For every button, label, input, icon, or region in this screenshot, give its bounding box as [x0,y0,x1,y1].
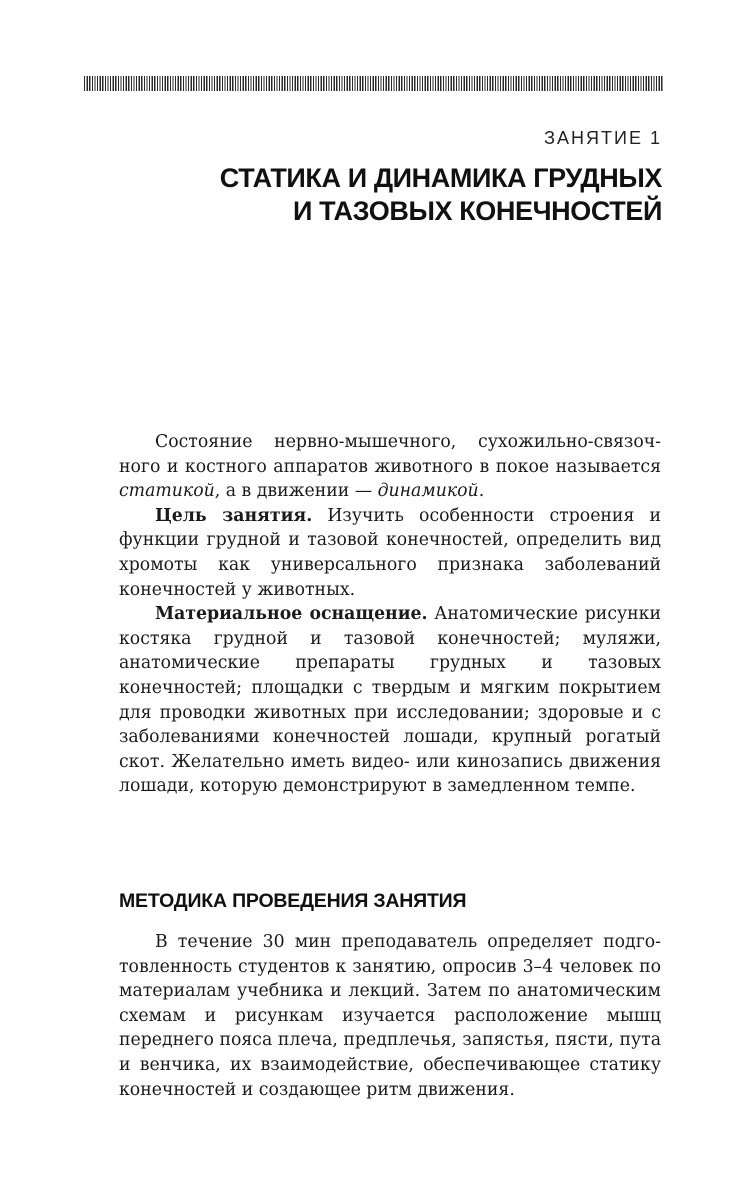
intro-paragraph [119,430,661,504]
equipment-paragraph [119,602,661,799]
equipment-text: Анатомические рисунки костяка грудной и тазовой конечностей; муляжи, анатомические препараты грудных и тазовых конечностей; площадки с твердым и мягким покрытием для проводки животных при исследовании; здоровые и с заболеваниями конечностей лошади, крупный рогатый скот. Желательно иметь видео- или кинозапись движения лошади, которую демонстрируют в замедленном темпе. [119,604,661,797]
lesson-number: ЗАНЯТИЕ 1 [544,128,662,148]
goal-paragraph [119,504,661,602]
chapter-title-line-1: СТАТИКА И ДИНАМИКА ГРУДНЫХ [219,163,662,193]
method-section-heading: МЕТОДИКА ПРОВЕДЕНИЯ ЗАНЯТИЯ [119,890,467,912]
chapter-title [220,162,662,228]
term-dynamics: динамикой [377,481,479,502]
method-section [119,930,661,1102]
term-statics: статикой [119,481,215,502]
intro-text-b: , а в движении — [214,481,378,502]
equipment-label: Материальное оснащение. [155,604,428,625]
chapter-title-line-2: И ТАЗОВЫХ КОНЕЧНОСТЕЙ [293,196,662,226]
method-paragraph: В течение 30 мин преподаватель определяет подготовленность студентов к занятию, опросив 3–4 человек по материалам учебника и лекций. Затем по анатомическим схемам и рисункам изучается расположение мышц переднего пояса плеча, предплечья, запястья, пясти, пута и венчика, их взаимодействие, обеспечивающее статику конечностей и создающее ритм движения. [119,932,661,1100]
intro-text-a: Состояние нервно-мышечного, сухожильно-связочного и костного аппаратов животного в покое называется [119,432,661,477]
goal-text: Изучить особенности строения и функции грудной и тазовой конечностей, определить вид хромоты как универсального признака заболеваний конечностей у животных. [119,505,661,600]
intro-text-c: . [478,481,485,502]
intro-section [119,430,661,799]
goal-label: Цель занятия. [155,505,313,526]
decorative-header-rule [84,76,664,91]
